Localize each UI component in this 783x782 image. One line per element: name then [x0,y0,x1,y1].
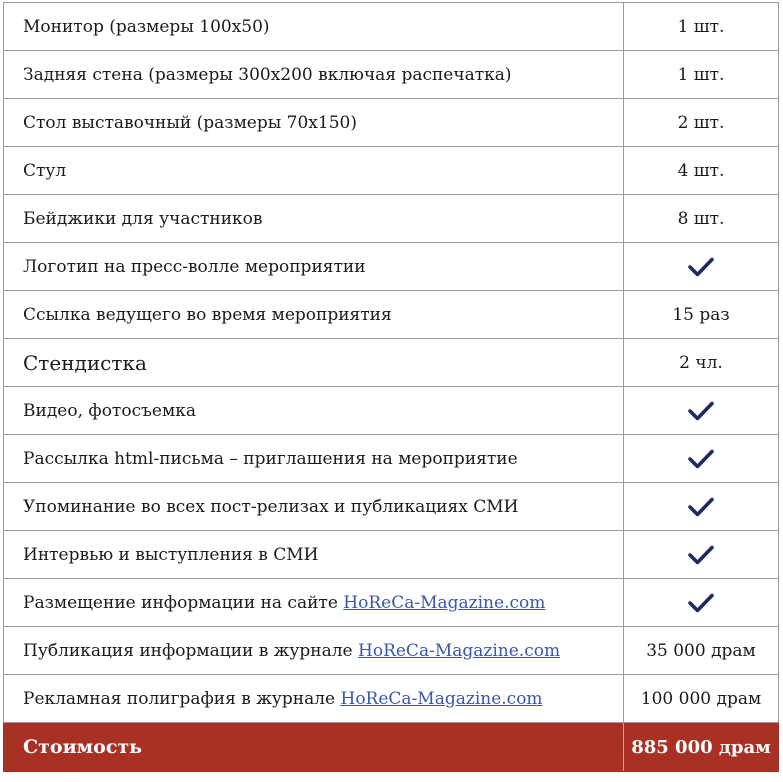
row-label: Упоминание во всех пост-релизах и публикациях СМИ [4,483,624,531]
total-label: Стоимость [4,723,624,772]
row-value: 1 шт. [624,3,779,51]
row-label: Интервью и выступления в СМИ [4,531,624,579]
row-label: Стул [4,147,624,195]
row-value [624,483,779,531]
table-row [4,579,779,627]
row-value: 15 раз [624,291,779,339]
total-value: 885 000 драм [624,723,779,772]
row-label: Публикация информации в журнале HoReCa-Magazine.com [4,627,624,675]
horeca-magazine-link[interactable]: HoReCa-Magazine.com [340,688,543,709]
row-value: 4 шт. [624,147,779,195]
row-label: Логотип на пресс-волле мероприятии [4,243,624,291]
row-label: Размещение информации на сайте HoReCa-Magazine.com [4,579,624,627]
row-value [624,435,779,483]
table-row [4,147,779,195]
row-label: Ссылка ведущего во время мероприятия [4,291,624,339]
row-value: 100 000 драм [624,675,779,723]
row-label: Бейджики для участников [4,195,624,243]
row-label: Видео, фотосъемка [4,387,624,435]
table-row [4,675,779,723]
checkmark-icon [687,592,715,614]
checkmark-icon [687,496,715,518]
row-label: Задняя стена (размеры 300x200 включая распечатка) [4,51,624,99]
total-row [4,723,779,772]
checkmark-icon [687,448,715,470]
row-label: Стол выставочный (размеры 70x150) [4,99,624,147]
checkmark-icon [687,544,715,566]
row-value: 2 чл. [624,339,779,387]
row-value [624,387,779,435]
row-label: Рекламная полиграфия в журнале HoReCa-Magazine.com [4,675,624,723]
table-row [4,291,779,339]
row-value: 1 шт. [624,51,779,99]
checkmark-icon [687,400,715,422]
row-value: 8 шт. [624,195,779,243]
table-row [4,531,779,579]
row-value: 2 шт. [624,99,779,147]
row-value [624,531,779,579]
row-label: Рассылка html-письма – приглашения на мероприятие [4,435,624,483]
table-row [4,483,779,531]
row-label: Монитор (размеры 100x50) [4,3,624,51]
row-value: 35 000 драм [624,627,779,675]
table-row [4,435,779,483]
table-row [4,51,779,99]
table-row [4,99,779,147]
row-value [624,243,779,291]
table-row [4,387,779,435]
table-row [4,3,779,51]
price-table [3,2,779,772]
table-row [4,627,779,675]
table-row [4,243,779,291]
horeca-magazine-link[interactable]: HoReCa-Magazine.com [358,640,561,661]
table-row [4,195,779,243]
row-value [624,579,779,627]
table-row [4,339,779,387]
checkmark-icon [687,256,715,278]
horeca-magazine-link[interactable]: HoReCa-Magazine.com [343,592,546,613]
row-label: Стендистка [4,339,624,387]
